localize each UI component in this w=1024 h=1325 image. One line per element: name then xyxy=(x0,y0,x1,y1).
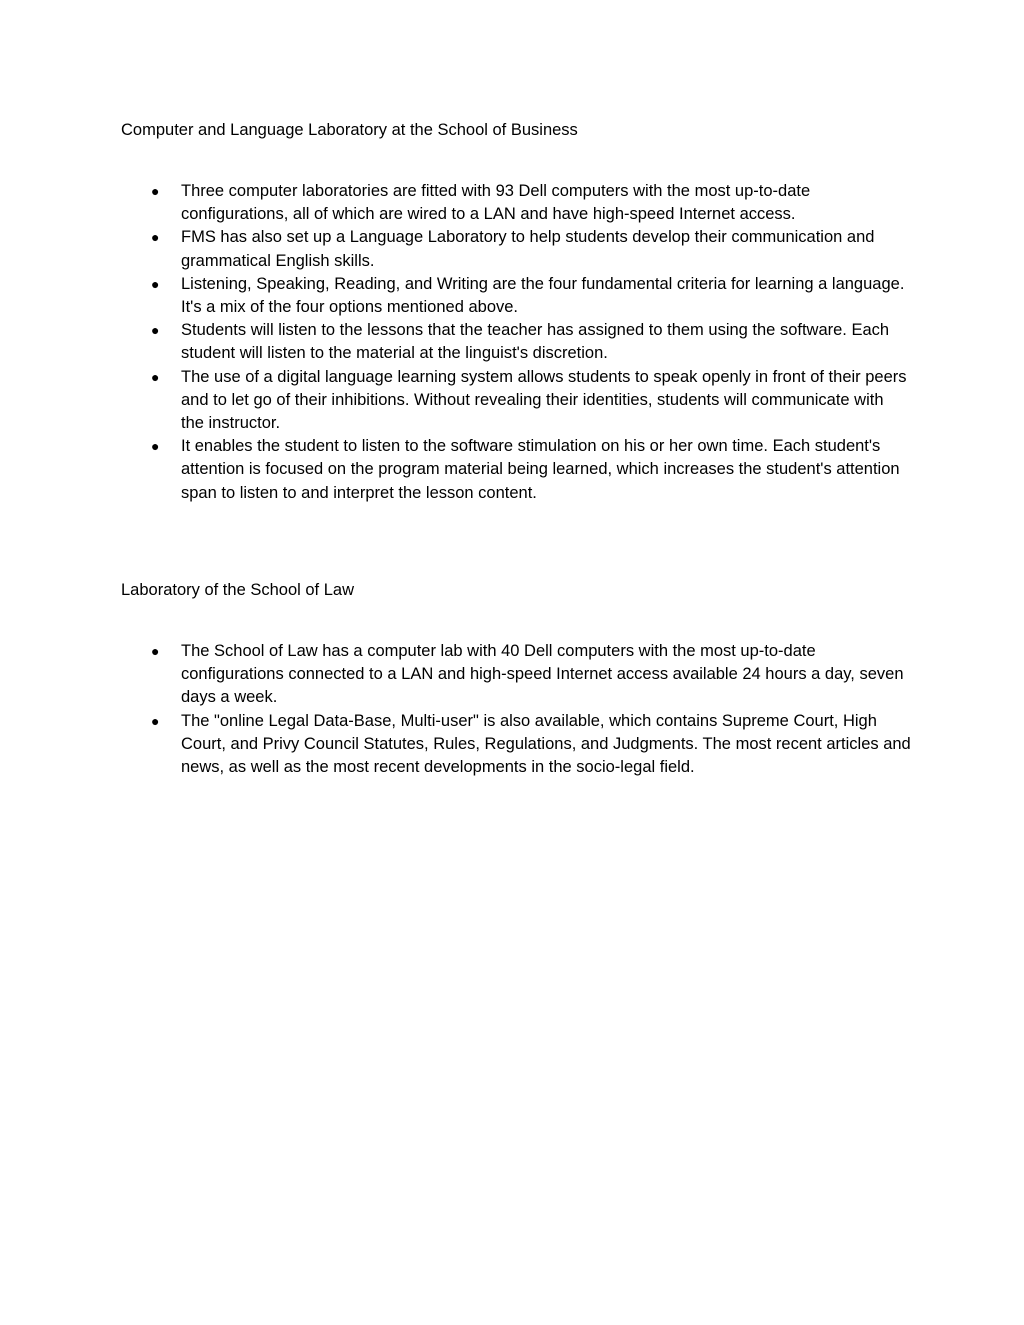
bullet-icon: ● xyxy=(151,368,160,385)
list-item xyxy=(121,273,911,319)
bullet-icon: ● xyxy=(151,322,160,339)
list-item xyxy=(121,226,911,272)
section-heading-business: Computer and Language Laboratory at the School of Business xyxy=(121,121,578,139)
bullet-icon: ● xyxy=(151,438,160,455)
bullet-text: The School of Law has a computer lab with 40 Dell computers with the most up-to-date configurations connected to a LAN and high-speed Internet access available 24 hours a day, seven days a week. xyxy=(181,642,904,707)
list-item xyxy=(121,319,911,365)
bullet-icon: ● xyxy=(151,183,160,199)
bullet-text: FMS has also set up a Language Laboratory to help students develop their communication and grammatical English skills. xyxy=(181,228,875,270)
bullet-icon: ● xyxy=(151,643,160,659)
bullet-text: Listening, Speaking, Reading, and Writing are the four fundamental criteria for learning a language. It's a mix of the four options mentioned above. xyxy=(181,274,905,317)
bullet-text: It enables the student to listen to the software stimulation on his or her own time. Each student's attention is focused on the program material being learned, which increases the student's attention span to listen to and interpret the lesson content. xyxy=(181,437,900,502)
bullet-icon: ● xyxy=(151,275,160,292)
list-item xyxy=(121,710,911,780)
list-item xyxy=(121,180,911,226)
bullet-icon: ● xyxy=(151,712,160,729)
bullet-text: The "online Legal Data-Base, Multi-user" is also available, which contains Supreme Court, High Court, and Privy Council Statutes, Rules, Regulations, and Judgments. The most recent articles and news, as well as the most recent developments in the socio-legal field. xyxy=(181,711,911,777)
bullet-list-business xyxy=(121,180,911,505)
list-item xyxy=(121,640,911,710)
bullet-text: The use of a digital language learning system allows students to speak openly in front of their peers and to let go of their inhibitions. Without revealing their identities, students will communicate with the instructor. xyxy=(181,367,907,433)
bullet-icon: ● xyxy=(151,229,160,246)
section-heading-law: Laboratory of the School of Law xyxy=(121,581,354,599)
bullet-text: Students will listen to the lessons that the teacher has assigned to them using the software. Each student will listen to the material at the linguist's discretion. xyxy=(181,321,890,363)
list-item xyxy=(121,366,911,436)
bullet-list-law xyxy=(121,640,911,779)
list-item xyxy=(121,435,911,505)
bullet-text: Three computer laboratories are fitted with 93 Dell computers with the most up-to-date configurations, all of which are wired to a LAN and have high-speed Internet access. xyxy=(181,182,811,224)
